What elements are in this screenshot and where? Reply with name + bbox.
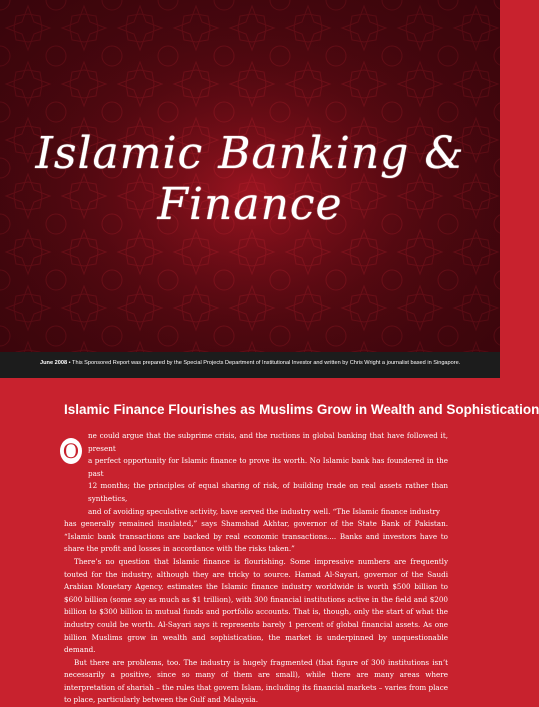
article-body	[64, 430, 448, 707]
paragraph-1	[64, 430, 448, 556]
text-line: ne could argue that the subprime crisis, and the ructions in global banking that have followed it, present	[88, 431, 448, 453]
issue-date: June 2008	[40, 360, 68, 366]
info-bar	[0, 352, 500, 378]
text-line: and of avoiding speculative activity, have served the industry well. “The Islamic finance industry	[88, 506, 440, 516]
separator-bullet: •	[68, 360, 71, 366]
text-line: a perfect opportunity for Islamic finance to prove its worth. No Islamic bank has foundered in the past	[88, 456, 448, 478]
paragraph-3: But there are problems, too. The industry is hugely fragmented (that figure of 300 institutions isn’t necessarily a positive, since so many of them are small), while there are many areas where interpretation of shariah – the rules that govern Islam, including its financial markets – varies from place to place, particularly between the Gulf and Malaysia.	[64, 657, 448, 705]
article-heading: Islamic Finance Flourishes as Muslims Grow in Wealth and Sophistication	[64, 402, 539, 417]
sponsor-line	[40, 360, 500, 366]
report-title: Islamic Banking & Finance	[35, 128, 465, 230]
text-line: 12 months; the principles of equal sharing of risk, of building trade on real assets rather than synthetics,	[88, 481, 448, 503]
sponsor-text: This Sponsored Report was prepared by the Special Projects Department of Institutional Investor and written by Chris Wright a journalist based in Singapore.	[72, 360, 461, 366]
drop-cap: O	[60, 438, 82, 464]
paragraph-2: There’s no question that Islamic finance is flourishing. Some impressive numbers are frequently touted for the industry, although they are tricky to source. Hamad Al-Sayari, governor of the Saudi Arabian Monetary Agency, estimates the Islamic finance industry worldwide is worth $500 billion to $600 billion (some say as much as $1 trillion), with 300 financial institutions active in the field and $200 billion to $300 billion in mutual funds and portfolio accounts. That is, though, only the start of what the industry could be worth. Al-Sayari says it represents barely 1 percent of global financial assets. As one billion Muslims grow in wealth and sophistication, the market is underpinned by unquestionable demand.	[64, 556, 448, 655]
paragraph-1-rest: has generally remained insulated,” says Shamshad Akhtar, governor of the State Bank of Pakistan. “Islamic bank transactions are backed by real economic transactions.... Banks and investors have to share the profit and losses in accordance with the risks taken.”	[64, 519, 448, 554]
article	[0, 378, 539, 705]
title-banner	[0, 0, 500, 352]
